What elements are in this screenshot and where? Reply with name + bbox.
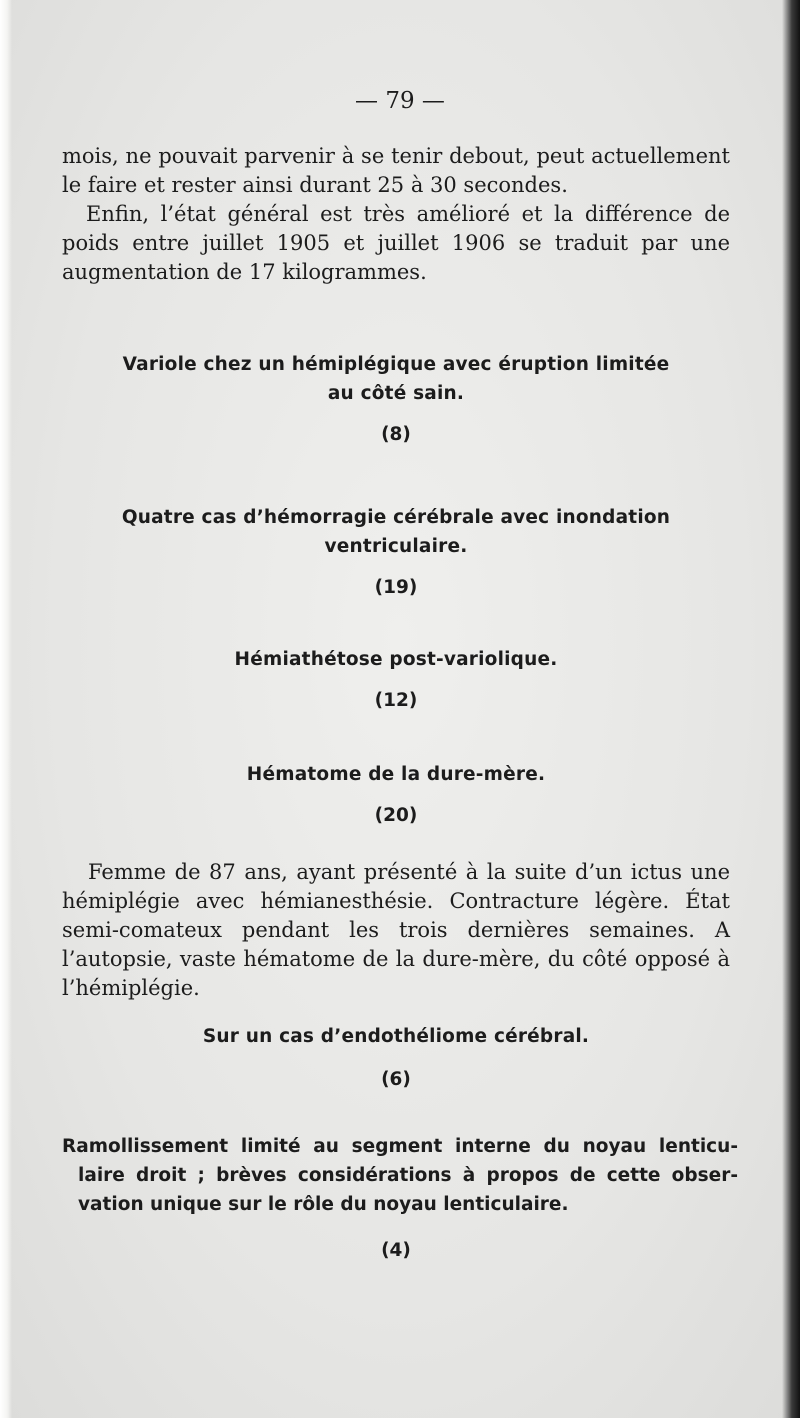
- entry-ref-hematome: (20): [374, 805, 418, 826]
- page-gutter-shadow: [782, 0, 800, 1418]
- entry-title-hemiathetose: Hémiathétose post-variolique.: [234, 649, 558, 670]
- entry-ref-ramollissement: (4): [381, 1240, 411, 1261]
- entry-title-hematome: Hématome de la dure-mère.: [246, 764, 546, 785]
- page-left-edge: [0, 0, 12, 1418]
- entry-title-variole-line-1: Variole chez un hémiplégique avec éruption limitée: [122, 354, 670, 375]
- page-number: — 79 —: [355, 88, 445, 114]
- entry-title-ramollissement-line-3: vation unique sur le rôle du noyau lenticulaire.: [78, 1194, 569, 1215]
- entry-title-ramollissement-line-1: Ramollissement limité au segment interne du noyau lenticu-: [62, 1136, 738, 1157]
- entry-title-endotheliome: Sur un cas d’endothéliome cérébral.: [202, 1026, 590, 1047]
- paragraph-enfin: Enfin, l’état général est très amélioré et la différence de poids entre juillet 1905 et juillet 1906 se traduit par une augmentation de 17 kilogrammes.: [62, 202, 730, 284]
- entry-title-ramollissement-line-2: laire droit ; brèves considérations à propos de cette obser-: [78, 1165, 738, 1186]
- entry-ref-variole: (8): [381, 424, 411, 445]
- paragraph-hematome-description: Femme de 87 ans, ayant présenté à la suite d’un ictus une hémiplégie avec hémianesthésie. Contracture légère. État semi-comateux pendant les trois dernières semaines. A l’autopsie, vaste hématome de la dure-mère, du côté opposé à l’hémiplégie.: [62, 860, 730, 1000]
- entry-title-quatre-cas-line-2: ventriculaire.: [324, 536, 468, 557]
- entry-ref-hemiathetose: (12): [374, 690, 418, 711]
- entry-title-variole-line-2: au côté sain.: [327, 383, 465, 404]
- entry-title-quatre-cas: [62, 503, 730, 561]
- paragraph-continued: mois, ne pouvait parvenir à se tenir debout, peut actuellement le faire et rester ainsi durant 25 à 30 secondes.: [62, 144, 730, 197]
- entry-ref-endotheliome: (6): [381, 1069, 411, 1090]
- entry-title-quatre-cas-line-1: Quatre cas d’hémorragie cérébrale avec inondation: [121, 507, 671, 528]
- entry-title-variole: [62, 350, 730, 408]
- entry-title-ramollissement: [62, 1132, 738, 1219]
- entry-ref-quatre-cas: (19): [374, 577, 418, 598]
